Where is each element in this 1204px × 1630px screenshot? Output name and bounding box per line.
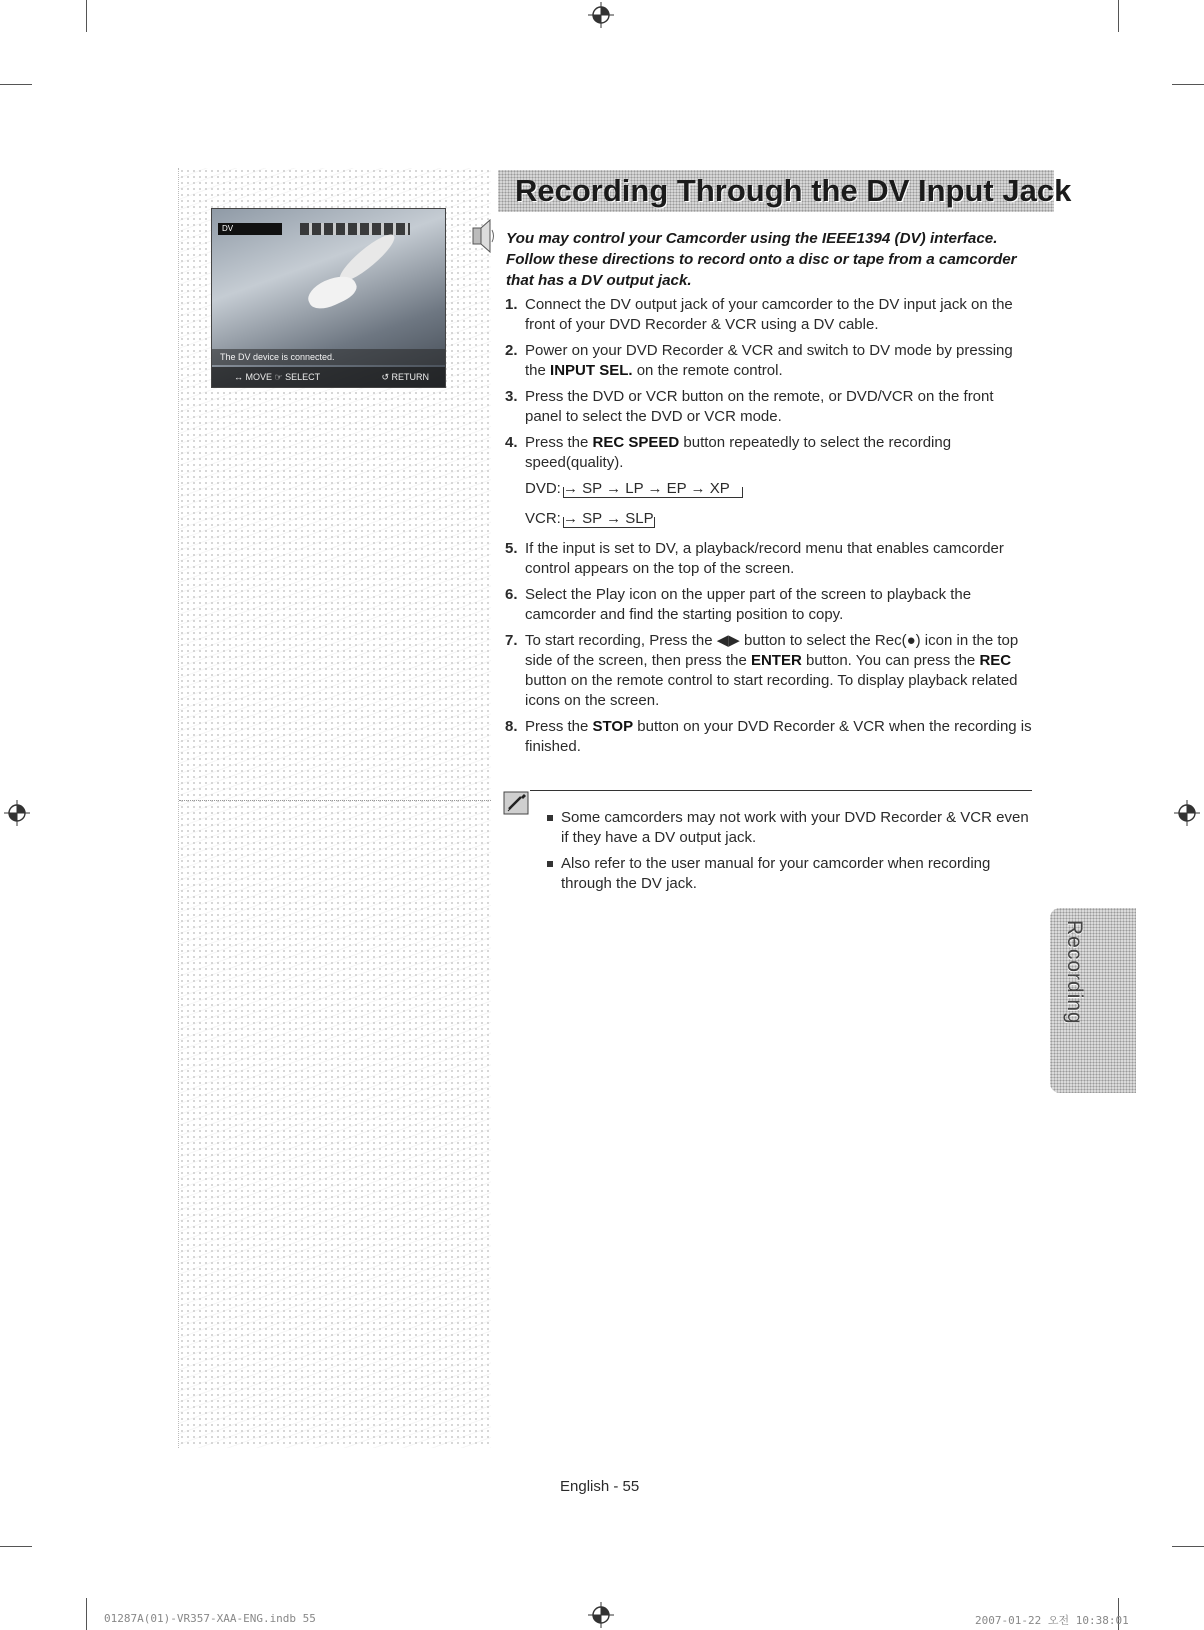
step-text: To start recording, Press the ◀▶ button to select the Rec(●) icon in the top side of the screen, then press the [525,632,1019,669]
loop-bracket [563,517,655,528]
step-item [505,539,1033,579]
screen-nav-bar [212,367,445,387]
nav-hint-left: ↔ MOVE ☞ SELECT [234,372,321,382]
nav-hint-return: ↺ RETURN [381,372,429,382]
speaker-icon [470,214,496,258]
step-text: Press the [525,434,593,451]
crop-mark [1172,1546,1204,1547]
crop-mark [0,1546,32,1547]
step-text: button repeatedly to select the recording speed(quality). [525,434,952,471]
registration-mark-icon [588,2,614,28]
note-text: Some camcorders may not work with your DVD Recorder & VCR even if they have a DV output jack. [561,809,1029,846]
step-text: Select the Play icon on the upper part of the screen to playback the camcorder and find the starting position to copy. [525,586,972,623]
step-number: 1. [505,296,518,313]
section-side-tab [1050,908,1136,1093]
bullet-icon [547,861,553,867]
playback-icons-bar [300,223,410,235]
note-text: Also refer to the user manual for your camcorder when recording through the DV jack. [561,855,991,892]
step-item [505,631,1033,711]
step-text: Press the [525,718,593,735]
loop-bracket [563,487,743,498]
crop-mark [86,0,87,32]
step-text: Press the DVD or VCR button on the remote, or DVD/VCR on the front panel to select the DVD or VCR mode. [525,388,994,425]
dvd-speed-sequence [505,479,1033,509]
intro-text: You may control your Camcorder using the IEEE1394 (DV) interface. Follow these directions to record onto a disc or tape from a camcorder that has a DV output jack. [506,230,1017,289]
crop-mark [1118,0,1119,32]
notes-list [545,808,1035,900]
step-item [505,341,1033,381]
step-text: Connect the DV output jack of your camcorder to the DV input jack on the front of your DVD Recorder & VCR using a DV cable. [525,296,1013,333]
sequence-items: → SP → LP → EP → XP [563,480,730,497]
step-item [505,717,1033,757]
tv-screenshot [211,208,446,388]
step-number: 4. [505,434,518,451]
steps-list [505,295,1033,763]
footer-timestamp: 2007-01-22 오전 10:38:01 [975,1614,1129,1627]
step-number: 6. [505,586,518,603]
step-text: button. You can press the [801,652,980,669]
step-number: 3. [505,388,518,405]
step-keyword: STOP [592,718,634,735]
step-text: button on the remote control to start recording. To display playback related icons on the screen. [525,672,1018,709]
side-tab-label: Recording [1063,920,1086,1025]
sequence-label: DVD: [525,480,561,497]
registration-mark-icon [4,800,30,826]
step-text: If the input is set to DV, a playback/record menu that enables camcorder control appears on the top of the screen. [525,540,1004,577]
step-item [505,295,1033,335]
step-number: 5. [505,540,518,557]
vcr-speed-sequence [505,509,1033,539]
step-item [505,433,1033,473]
note-divider [530,790,1032,791]
step-number: 8. [505,718,518,735]
status-message: The DV device is connected. [212,349,445,365]
note-item [545,808,1035,848]
step-keyword: REC [979,652,1012,669]
crop-mark [0,84,32,85]
footer-file-info: 01287A(01)-VR357-XAA-ENG.indb 55 [104,1612,316,1625]
step-item [505,585,1033,625]
step-number: 2. [505,342,518,359]
column-divider [179,800,491,801]
step-text: button on your DVD Recorder & VCR when the recording is finished. [525,718,1032,755]
bullet-icon [547,815,553,821]
registration-mark-icon [588,1602,614,1628]
step-keyword: INPUT SEL. [550,362,633,379]
crop-mark [86,1598,87,1630]
step-keyword: ENTER [750,652,802,669]
note-icon [503,791,529,815]
step-text: Power on your DVD Recorder & VCR and switch to DV mode by pressing the [525,342,1013,379]
step-number: 7. [505,632,518,649]
note-item [545,854,1035,894]
page-title: Recording Through the DV Input Jack [515,173,1072,208]
step-keyword: REC SPEED [592,434,680,451]
page-number: English - 55 [560,1478,640,1495]
step-text: on the remote control. [632,362,783,379]
sequence-label: VCR: [525,510,561,527]
registration-mark-icon [1174,800,1200,826]
source-label: DV [218,223,282,235]
crop-mark [1172,84,1204,85]
sequence-items: → SP → SLP [563,510,654,527]
step-item [505,387,1033,427]
